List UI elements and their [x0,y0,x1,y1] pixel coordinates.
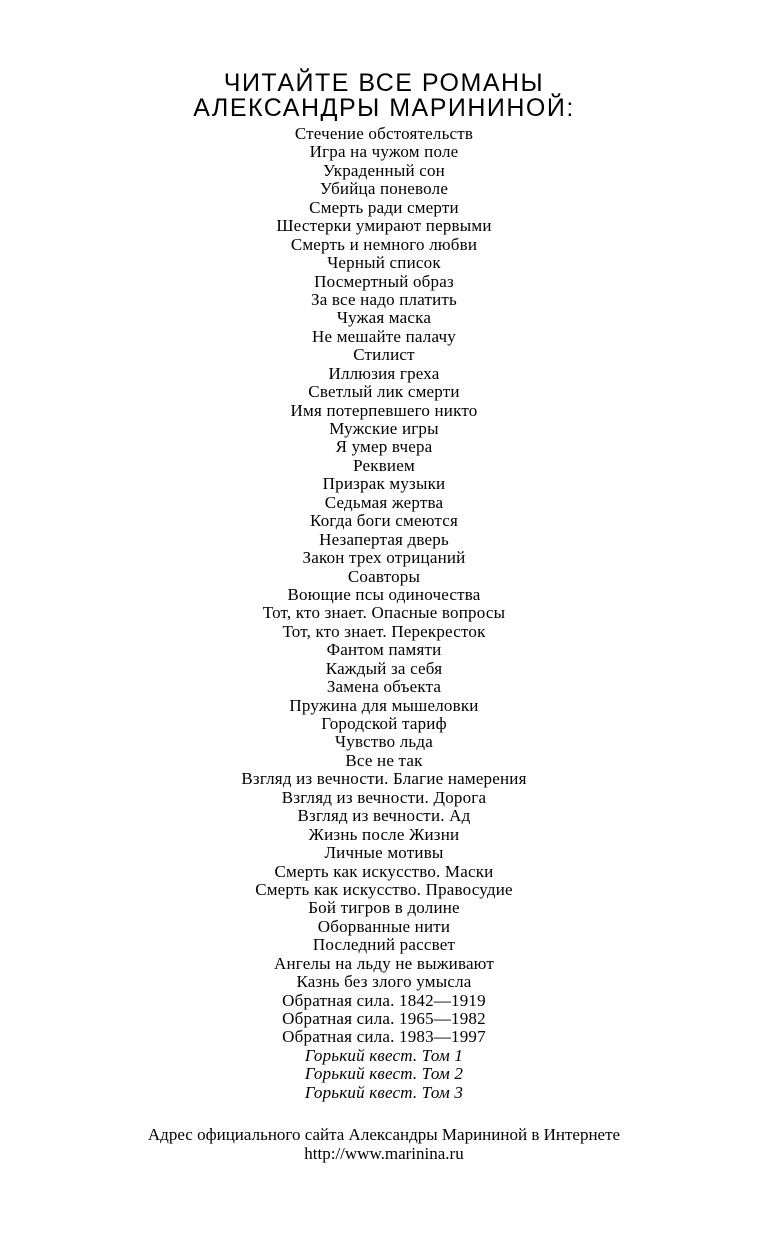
novel-title: Пружина для мышеловки [289,695,479,715]
novel-title: Взгляд из вечности. Дорога [281,787,487,807]
page-heading-line-1: ЧИТАЙТЕ ВСЕ РОМАНЫ [223,69,545,97]
novel-title: Соавторы [347,566,421,586]
novel-title: Незапертая дверь [319,529,449,549]
novel-title: Убийца поневоле [319,179,449,199]
novel-title: Мужские игры [329,419,439,438]
website-url: http://www.marinina.ru [304,1144,464,1163]
novel-title: Смерть ради смерти [309,197,459,217]
novel-title: Седьмая жертва [324,492,444,512]
novel-title: Я умер вчера [335,437,433,457]
novel-title: Посмертный образ [314,271,454,291]
novel-title: Украденный сон [323,160,445,180]
novel-title: Оборванные нити [317,916,451,936]
novel-title: Личные мотивы [324,843,444,863]
website-caption: Адрес официального сайта Александры Марининой в Интернете [147,1125,621,1144]
novel-title: Тот, кто знает. Опасные вопросы [262,603,506,623]
novel-title: Каждый за себя [325,658,443,678]
novel-title: Городской тариф [321,714,447,733]
novel-title: Реквием [353,455,415,475]
novel-title: Последний рассвет [312,935,456,955]
novel-title: Взгляд из вечности. Благие намерения [241,769,527,789]
novel-title: Светлый лик смерти [308,382,460,402]
novel-title: Казнь без злого умысла [296,972,472,992]
novel-title: Воющие псы одиночества [287,584,481,604]
novel-title: Чужая маска [336,308,432,328]
novel-title: Все не так [345,750,423,770]
novel-title: Тот, кто знает. Перекресток [282,621,486,641]
novel-title: Ангелы на льду не выживают [274,953,494,973]
novel-title: Смерть как искусство. Правосудие [255,879,513,899]
novel-title: Обратная сила. 1842—1919 [282,990,486,1010]
novel-title: Смерть как искусство. Маски [274,861,494,881]
novel-title: Замена объекта [326,677,442,697]
novel-title: Фантом памяти [326,640,442,660]
novel-title: Горький квест. Том 2 [304,1064,464,1084]
novel-titles-list [0,125,768,1102]
novel-title: Чувство льда [335,732,433,752]
novel-title: Черный список [327,253,441,273]
novel-title: Обратная сила. 1965—1982 [282,1009,486,1028]
novel-title: За все надо платить [310,289,458,309]
novel-title: Призрак музыки [322,474,446,494]
novel-title: Иллюзия греха [328,363,440,383]
page-heading-line-2: АЛЕКСАНДРЫ МАРИНИНОЙ: [193,94,575,122]
novel-title: Шестерки умирают первыми [276,216,492,236]
novel-title: Игра на чужом поле [309,142,459,162]
novel-title: Стечение обстоятельств [294,124,474,143]
novel-title: Взгляд из вечности. Ад [297,806,471,826]
novel-title: Жизнь после Жизни [308,824,460,844]
novel-title: Смерть и немного любви [290,234,478,254]
novel-title: Имя потерпевшего никто [290,400,478,420]
novel-title: Бой тигров в долине [308,898,460,918]
novel-title: Горький квест. Том 3 [304,1082,464,1102]
novel-title: Когда боги смеются [310,511,458,531]
novel-title: Горький квест. Том 1 [304,1045,464,1065]
novel-title: Обратная сила. 1983—1997 [282,1027,486,1047]
novel-title: Не мешайте палачу [312,326,456,346]
novel-title: Закон трех отрицаний [302,548,466,568]
novel-title: Стилист [353,345,415,365]
